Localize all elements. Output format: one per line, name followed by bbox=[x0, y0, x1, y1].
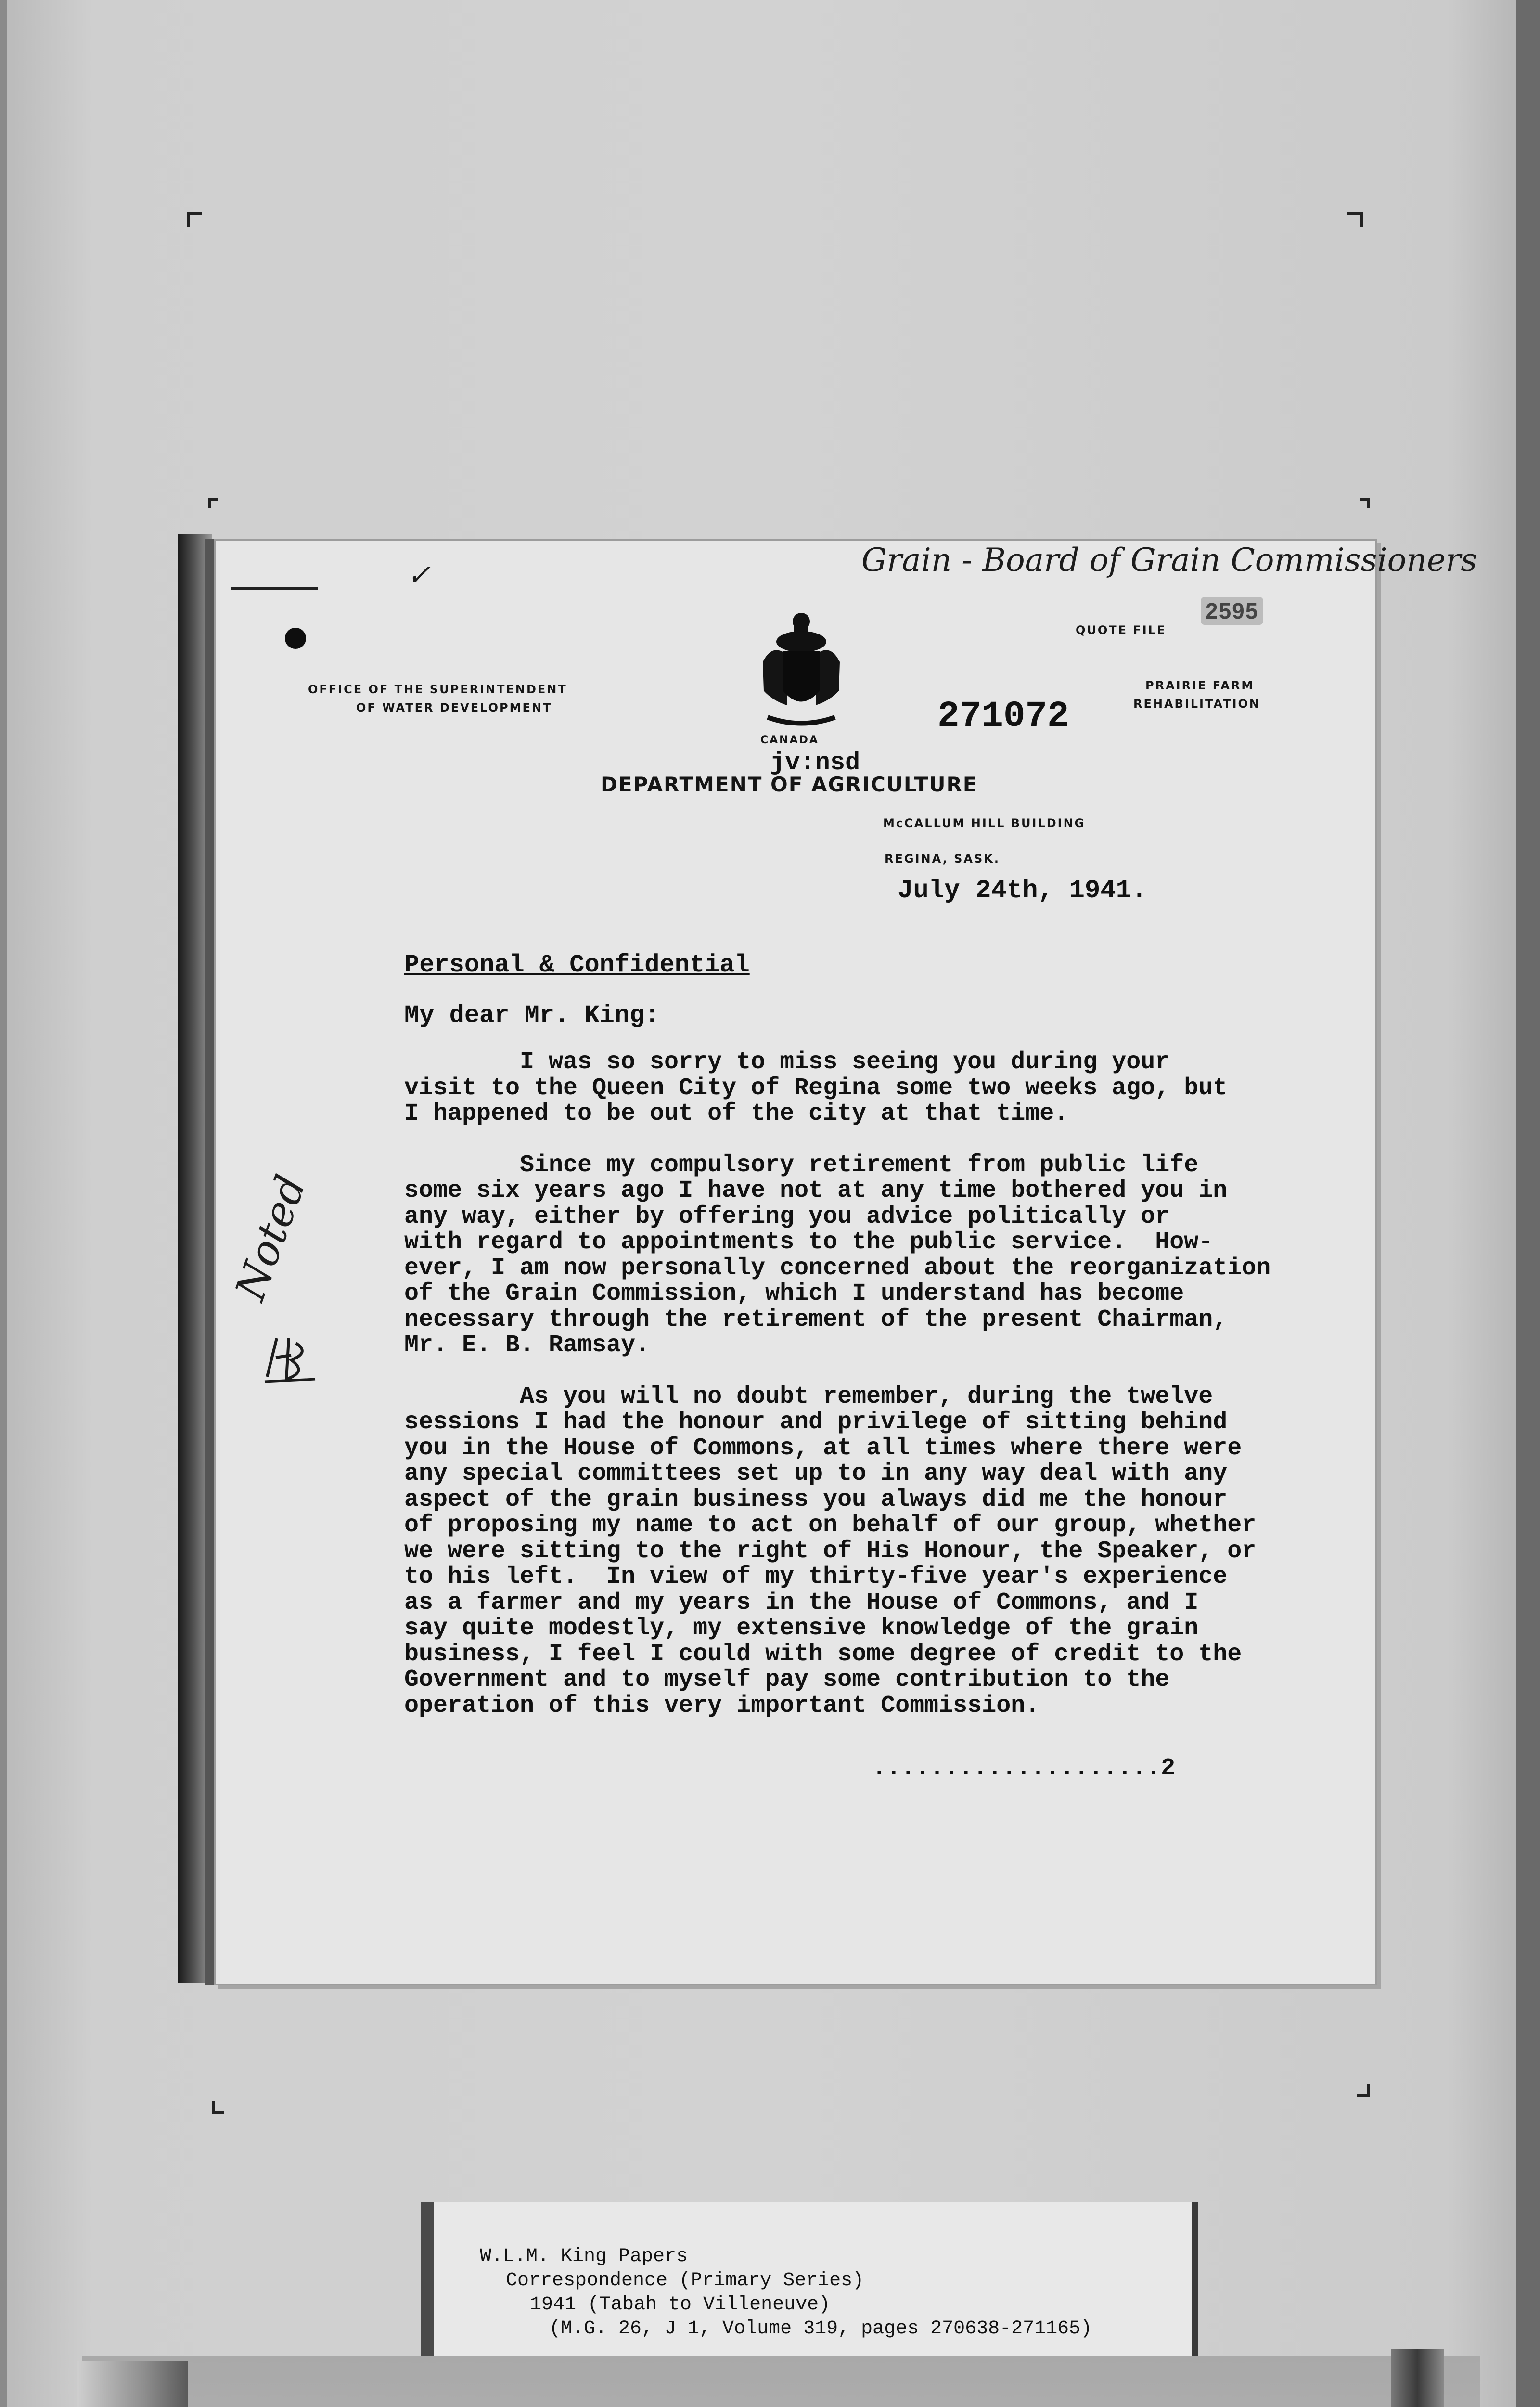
building-line: McCALLUM HILL BUILDING bbox=[883, 816, 1086, 830]
canada-coat-of-arms-icon bbox=[753, 609, 849, 729]
plaque-left-edge bbox=[77, 2361, 188, 2407]
punch-hole-icon bbox=[285, 628, 306, 649]
plaque-right-edge bbox=[1391, 2349, 1444, 2407]
film-edge-right bbox=[1516, 0, 1540, 2407]
document-number: 271072 bbox=[937, 696, 1069, 737]
salutation: My dear Mr. King: bbox=[404, 1001, 660, 1030]
letter-heading: Personal & Confidential bbox=[404, 951, 750, 979]
check-mark-icon: ✓ bbox=[407, 558, 431, 592]
letter-fold-shadow bbox=[178, 534, 212, 1983]
office-left-line: OFFICE OF THE SUPERINTENDENT bbox=[308, 683, 567, 696]
body-paragraph: As you will no doubt remember, during the twelve sessions I had the honour and privilege of sitting behind you in the House of Commons, at all times where there were any special committees set up to in any way deal with any aspect of the grain business you always did me the honour of proposing my name to act on behalf of our group, whether we were sitting to the right of His Honour, the Speaker, or to his left. In view of my thirty-five year's experience as a farmer and my years in the House of Commons, and I say quite modestly, my extensive knowledge of the grain business, I feel I could with some degree of credit to the Government and to myself pay some contribution to the operation of this very important Commission. bbox=[404, 1383, 1257, 1720]
letter-date: July 24th, 1941. bbox=[898, 876, 1147, 906]
handwritten-initials-icon bbox=[262, 1333, 320, 1386]
crop-mark-top-right bbox=[1348, 212, 1363, 227]
page-continuation: ....................2 bbox=[872, 1755, 1176, 1782]
label-line: Correspondence (Primary Series) bbox=[506, 2270, 864, 2291]
typist-initials: jv:nsd bbox=[770, 749, 860, 777]
quote-file-stamp: 2595 bbox=[1201, 597, 1263, 625]
office-left-block bbox=[308, 680, 567, 717]
handwritten-file-note: Grain - Board of Grain Commissioners bbox=[861, 542, 1477, 579]
office-right-block bbox=[1133, 676, 1260, 713]
label-line: (M.G. 26, J 1, Volume 319, pages 270638-271165) bbox=[549, 2318, 1092, 2340]
body-paragraph: I was so sorry to miss seeing you during your visit to the Queen City of Regina some two weeks ago, but I happened to be out of the city at that time. bbox=[404, 1048, 1228, 1127]
label-line: 1941 (Tabah to Villeneuve) bbox=[530, 2294, 831, 2316]
film-edge-left bbox=[0, 0, 7, 2407]
canada-label: CANADA bbox=[760, 734, 819, 746]
city-line: REGINA, SASK. bbox=[885, 852, 1000, 866]
archives-plaque bbox=[82, 2356, 1480, 2407]
crop-mark-bottom-right bbox=[1357, 2084, 1370, 2097]
body-paragraph: Since my compulsory retirement from public life some six years ago I have not at any time bothered you in any way, either by offering you advice politically or with regard to appointments to the public service. How- ever, I am now personally concerned about the reorganization of the Grain Commission, which I understand has become necessary through the retirement of the present Chairman, Mr. E. B. Ramsay. bbox=[404, 1151, 1271, 1359]
crop-mark-top-right-inner bbox=[1360, 498, 1370, 508]
handwritten-margin-note: Noted bbox=[226, 1169, 316, 1307]
office-right-line: PRAIRIE FARM bbox=[1145, 679, 1255, 692]
department-title: DEPARTMENT OF AGRICULTURE bbox=[601, 773, 978, 796]
crop-mark-bottom-left bbox=[212, 2101, 224, 2114]
office-right-line: REHABILITATION bbox=[1133, 697, 1260, 711]
pencil-stroke bbox=[231, 587, 318, 590]
office-left-line: OF WATER DEVELOPMENT bbox=[356, 701, 552, 714]
archive-label-card bbox=[421, 2202, 1198, 2361]
letter-body bbox=[404, 1049, 1348, 1744]
label-line: W.L.M. King Papers bbox=[480, 2246, 688, 2267]
crop-mark-top-left-inner bbox=[208, 498, 218, 508]
crop-mark-top-left bbox=[187, 212, 202, 227]
quote-file-label: QUOTE FILE bbox=[1076, 623, 1167, 637]
